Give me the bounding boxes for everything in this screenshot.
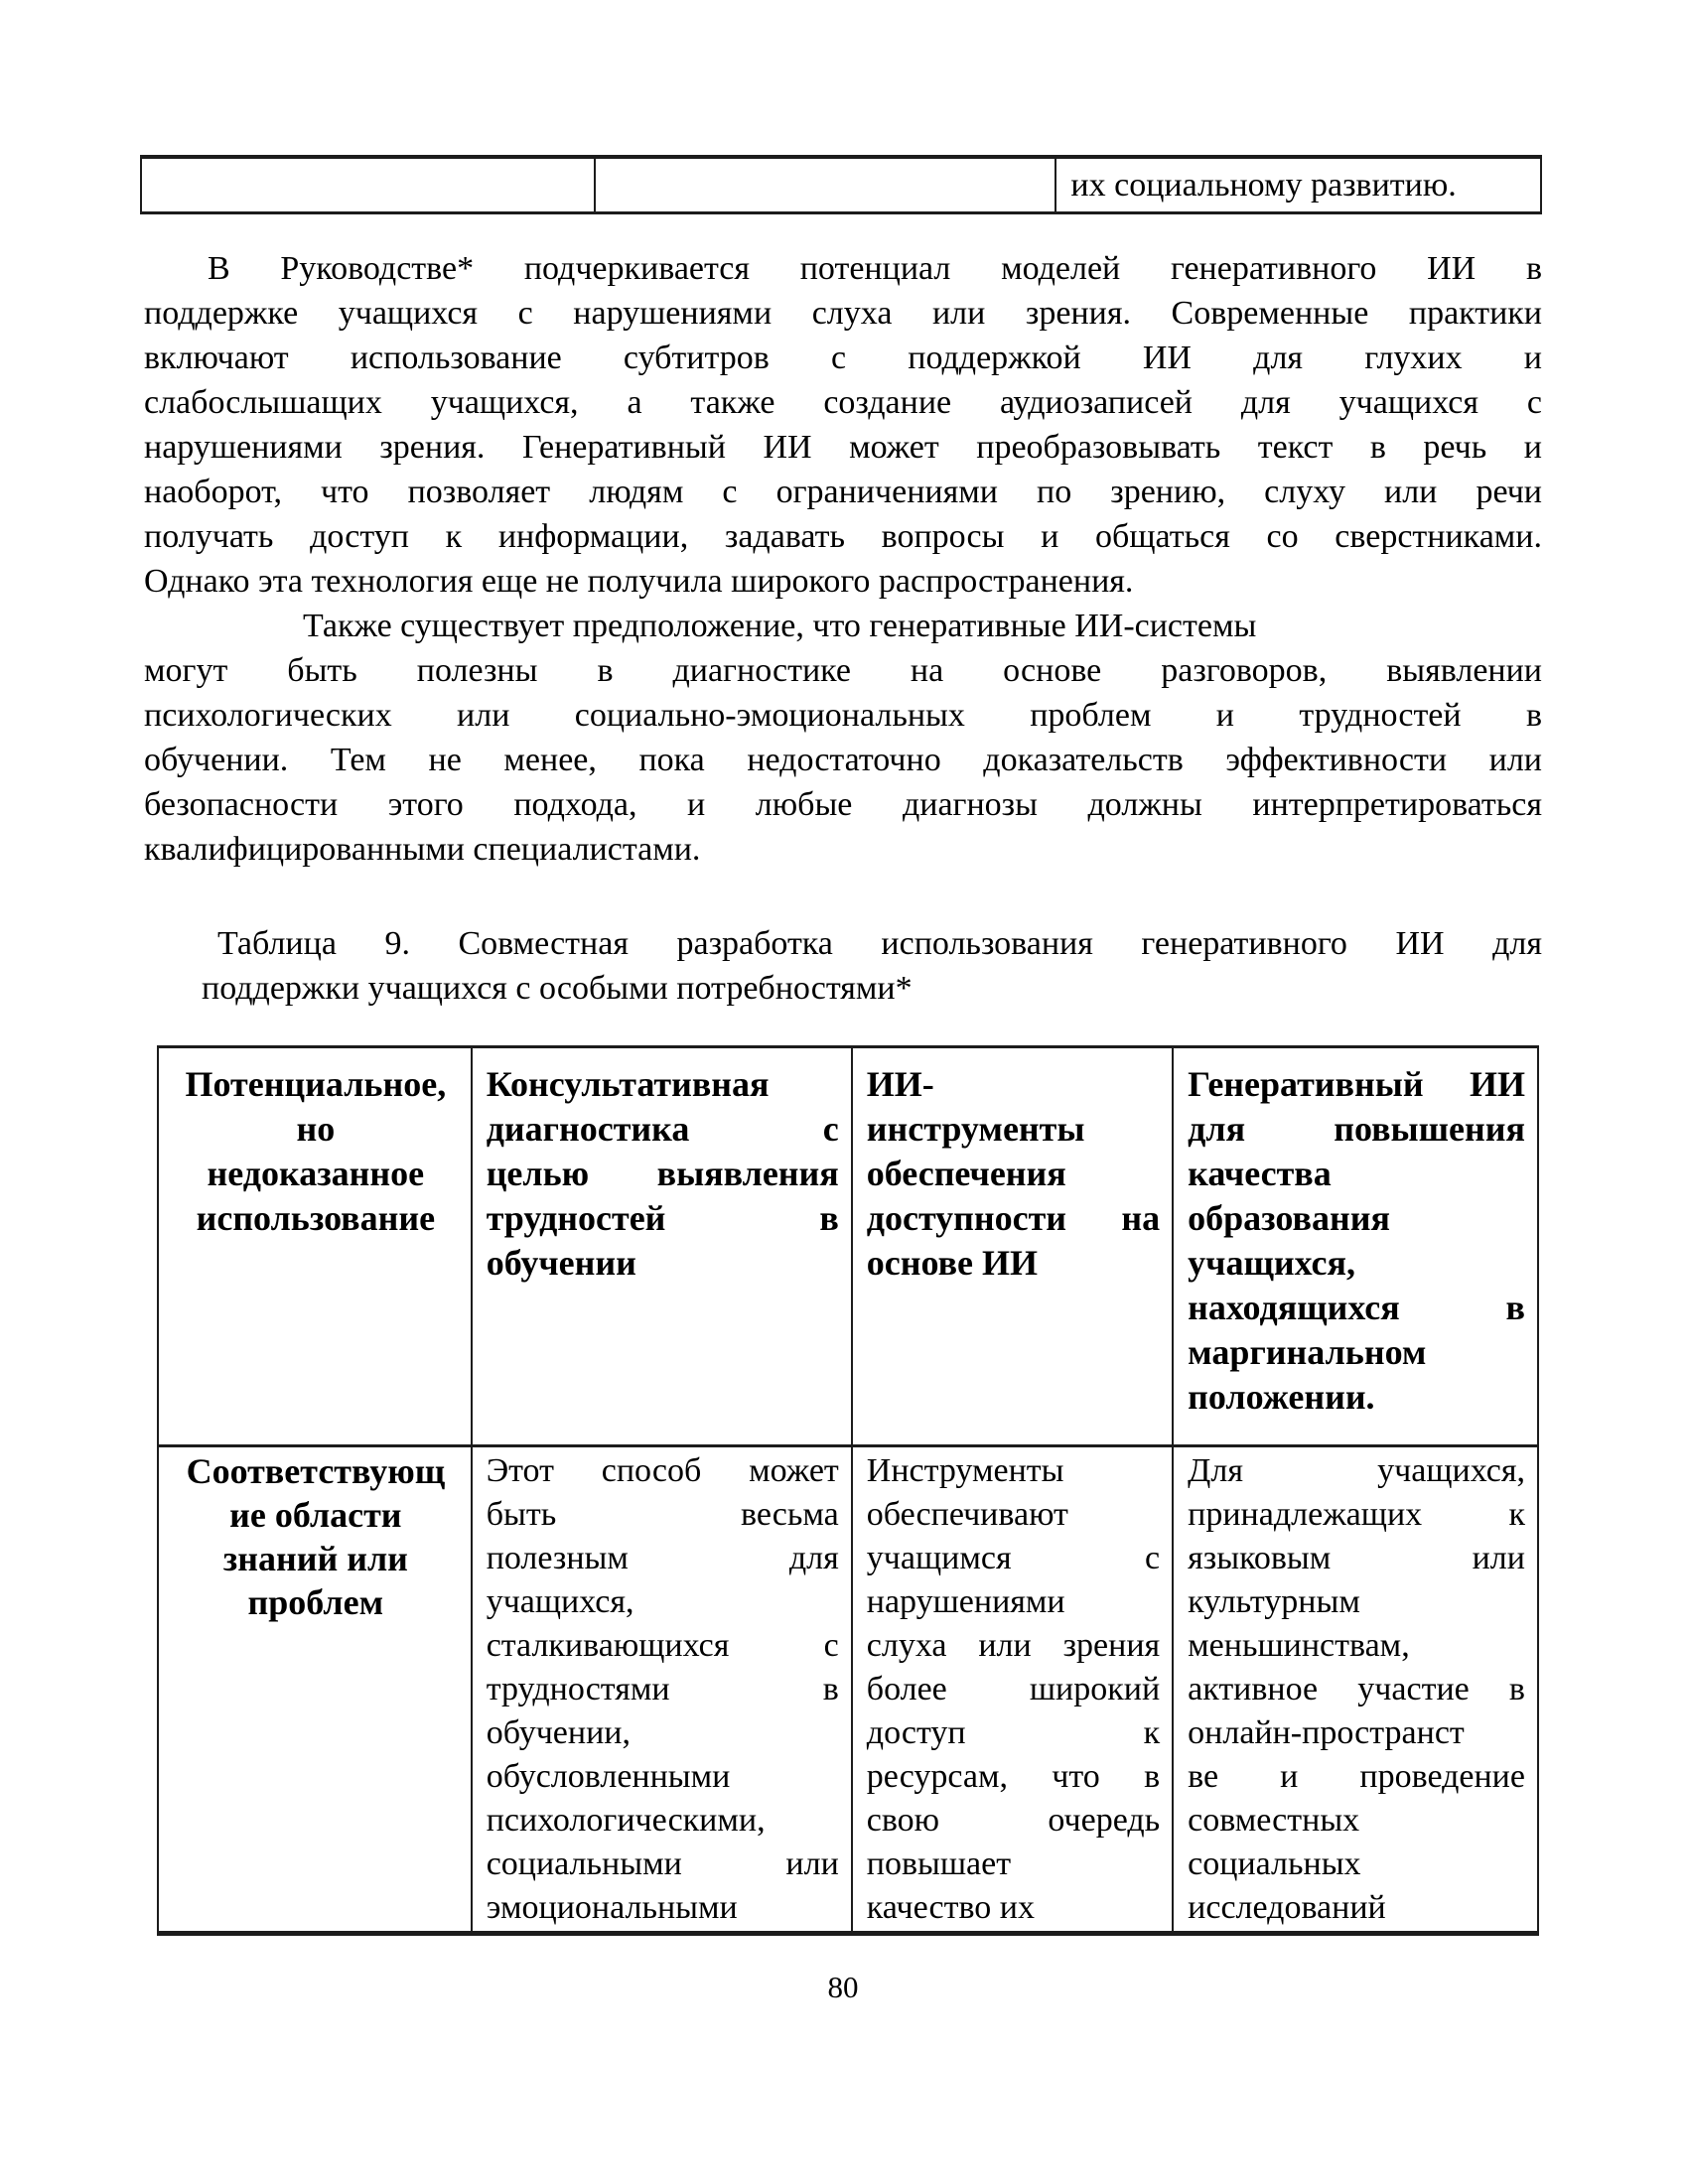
continued-table-cell-2: [594, 159, 1055, 211]
text-line: психологическими,: [486, 1802, 766, 1839]
text-line: ие области: [229, 1495, 402, 1535]
text-line: Для учащихся,: [1188, 1452, 1525, 1489]
text-line: Генеративный ИИ: [1188, 1064, 1525, 1104]
text-line: культурным: [1188, 1583, 1360, 1620]
text-line: принадлежащих к: [1188, 1496, 1525, 1533]
text-line: учащихся,: [486, 1583, 634, 1620]
text-line: эмоциональными: [486, 1889, 738, 1926]
text-line: находящихся в: [1188, 1288, 1525, 1327]
text-line: социальных: [1188, 1845, 1361, 1882]
paragraph-generative-ai-support: [144, 246, 1542, 604]
continued-table-fragment: [140, 155, 1542, 214]
text-line: наоборот, что позволяет людям с ограничениями по зрению, слуху или речи: [144, 474, 1542, 510]
text-line: слабослышащих учащихся, а также создание аудиозаписей для учащихся с: [144, 384, 1542, 421]
table9-cell-accessibility-text: [851, 1447, 1172, 1931]
text-line: психологических или социально-эмоциональных проблем и трудностей в: [144, 697, 1542, 734]
text-line: обеспечения: [866, 1154, 1066, 1193]
text-line: социальными или: [486, 1845, 839, 1882]
text-line: трудностей в: [486, 1198, 839, 1238]
text-line: совместных: [1188, 1802, 1360, 1839]
text-line: Инструменты: [866, 1452, 1064, 1489]
text-line: меньшинствам,: [1188, 1627, 1410, 1664]
paragraph-diagnosis: [144, 648, 1542, 872]
text-line: обусловленными: [486, 1758, 731, 1795]
table9-caption: [202, 921, 1542, 1011]
text-line: использование: [196, 1198, 436, 1238]
body-text: [144, 246, 1542, 1011]
page-number: 80: [827, 1970, 859, 2004]
table9-header-consultative-diagnostics: [471, 1048, 851, 1444]
text-line: проблем: [247, 1582, 384, 1622]
text-line: основе ИИ: [866, 1243, 1039, 1283]
text-line: недоказанное: [207, 1154, 425, 1193]
text-line: Консультативная: [486, 1064, 770, 1104]
text-line: Таблица 9. Совместная разработка использования генеративного ИИ для: [217, 925, 1542, 962]
text-line: обучении,: [486, 1714, 631, 1751]
text-line: образования: [1188, 1198, 1390, 1238]
text-line: сталкивающихся с: [486, 1627, 839, 1664]
table9-header-accessibility-tools: [851, 1048, 1172, 1444]
text-line: обеспечивают: [866, 1496, 1068, 1533]
text-line: Однако эта технология еще не получила широкого распространения.: [144, 563, 1134, 600]
table9-header-marginalized-learners: [1172, 1048, 1537, 1444]
text-line: Этот способ может: [486, 1452, 839, 1489]
text-line: трудностями в: [486, 1671, 839, 1707]
text-line: быть весьма: [486, 1496, 839, 1533]
table9: [157, 1045, 1539, 1936]
text-line: обучении. Тем не менее, пока недостаточно доказательств эффективности или: [144, 742, 1542, 778]
text-line: инструменты: [866, 1109, 1085, 1149]
text-line: получать доступ к информации, задавать вопросы и общаться со сверстниками.: [144, 518, 1542, 555]
text-line: учащихся,: [1188, 1243, 1356, 1283]
text-line: нарушениями: [866, 1583, 1065, 1620]
text-line: активное участие в: [1188, 1671, 1525, 1707]
text-line: квалифицированными специалистами.: [144, 831, 701, 868]
text-line: поддержки учащихся с особыми потребностями*: [202, 970, 913, 1007]
text-line: слуха или зрения: [866, 1627, 1161, 1664]
text-line: маргинальном: [1188, 1332, 1427, 1372]
text-line: онлайн-пространст: [1188, 1714, 1465, 1751]
text-line: поддержке учащихся с нарушениями слуха или зрения. Современные практики: [144, 295, 1542, 332]
text-line: исследований: [1188, 1889, 1386, 1926]
text-line: В Руководстве* подчеркивается потенциал моделей генеративного ИИ в: [208, 250, 1542, 287]
continued-table-cell-3: их социальному развитию.: [1055, 159, 1540, 211]
text-line: учащимся с: [866, 1540, 1161, 1576]
text-line: для повышения: [1188, 1109, 1525, 1149]
text-line: Потенциальное,: [185, 1064, 447, 1104]
continued-table-cell-1: [142, 159, 594, 211]
table9-row-knowledge-areas: [159, 1447, 1537, 1931]
text-line: включают использование субтитров с поддержкой ИИ для глухих и: [144, 340, 1542, 376]
table9-header-potential-use: [159, 1048, 471, 1444]
text-line: доступ к: [866, 1714, 1161, 1751]
paragraph-diagnosis-first-line: Также существует предположение, что генеративные ИИ-системы: [303, 608, 1257, 644]
text-line: ресурсам, что в: [866, 1758, 1161, 1795]
text-line: качества: [1188, 1154, 1332, 1193]
text-line: целью выявления: [486, 1154, 839, 1193]
text-line: доступности на: [866, 1198, 1161, 1238]
text-line: диагностика с: [486, 1109, 839, 1149]
table9-cell-marginalized-text: [1172, 1447, 1537, 1931]
text-line: ИИ-: [866, 1064, 934, 1104]
text-line: но: [296, 1109, 336, 1149]
text-line: повышает: [866, 1845, 1012, 1882]
text-line: могут быть полезны в диагностике на основе разговоров, выявлении: [144, 652, 1542, 689]
text-line: языковым или: [1188, 1540, 1525, 1576]
text-line: безопасности этого подхода, и любые диагнозы должны интерпретироваться: [144, 786, 1542, 823]
text-line: свою очередь: [866, 1802, 1161, 1839]
text-line: ве и проведение: [1188, 1758, 1525, 1795]
table9-cell-diagnostics-text: [471, 1447, 851, 1931]
table9-cell-row-label: [159, 1447, 471, 1931]
text-line: нарушениями зрения. Генеративный ИИ может преобразовывать текст в речь и: [144, 429, 1542, 466]
text-line: обучении: [486, 1243, 636, 1283]
text-line: положении.: [1188, 1377, 1375, 1417]
text-line: полезным для: [486, 1540, 839, 1576]
text-line: Соответствующ: [186, 1451, 446, 1491]
text-line: более широкий: [866, 1671, 1161, 1707]
table9-header-row: [159, 1048, 1537, 1447]
text-line: знаний или: [222, 1539, 408, 1578]
text-line: качество их: [866, 1889, 1036, 1926]
